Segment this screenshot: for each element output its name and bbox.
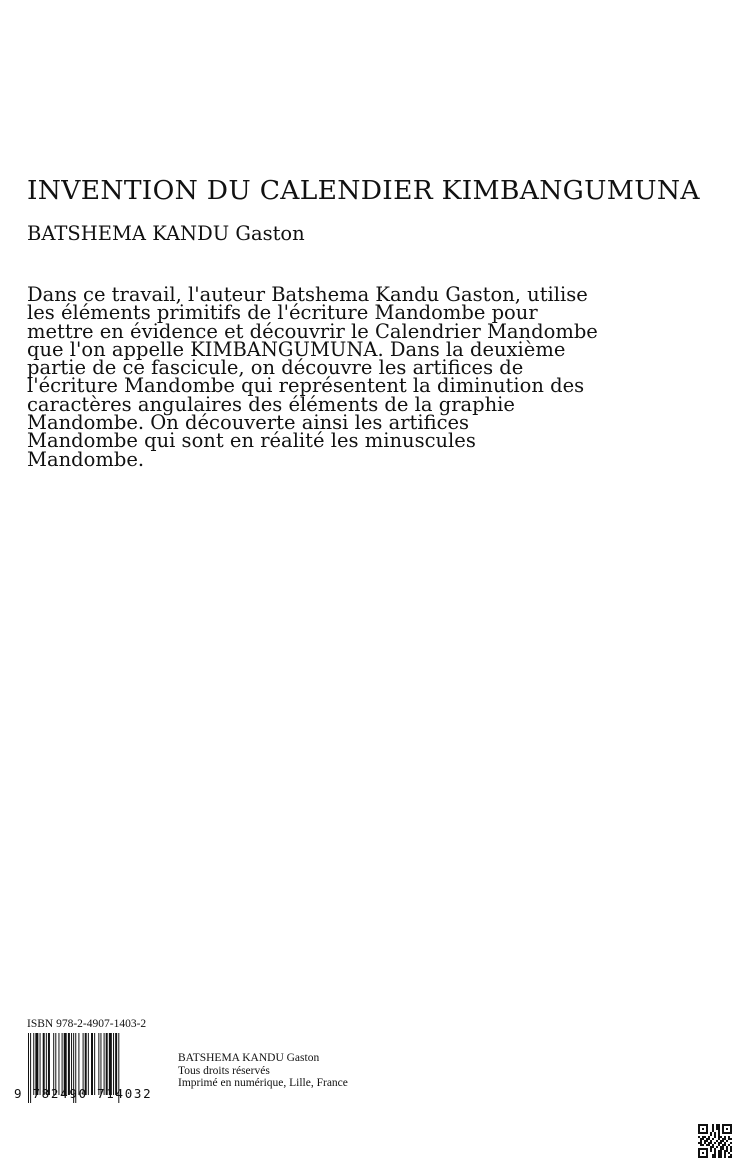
imprint-author: BATSHEMA KANDU Gaston xyxy=(178,1052,320,1064)
book-title: INVENTION DU CALENDIER KIMBANGUMUNA xyxy=(27,175,700,206)
imprint-rights: Tous droits réservés xyxy=(178,1064,270,1077)
book-blurb: Dans ce travail, l'auteur Batshema Kandu Gaston, utilise les éléments primitifs de l'écriture Mandombe pour mettre en évidence et découvrir le Calendrier Mandombe que l'on appelle KIMBANGUMUNA. Dans la deuxième partie de ce fascicule, on découvre les artifices de l'écriture Mandombe qui représentent la diminution des caractères angulaires des éléments de la graphie Mandombe. On découverte ainsi les artifices Mandombe qui sont en réalité les minuscules Mandombe. xyxy=(27,283,598,471)
book-author: BATSHEMA KANDU Gaston xyxy=(27,222,305,245)
qr-code-icon xyxy=(698,1124,732,1158)
barcode-digits: 9 782490 714032 xyxy=(14,1086,153,1101)
isbn-label: ISBN 978-2-4907-1403-2 xyxy=(27,1018,147,1030)
imprint-block xyxy=(178,1052,348,1090)
imprint-printing: Imprimé en numérique, Lille, France xyxy=(178,1077,348,1089)
